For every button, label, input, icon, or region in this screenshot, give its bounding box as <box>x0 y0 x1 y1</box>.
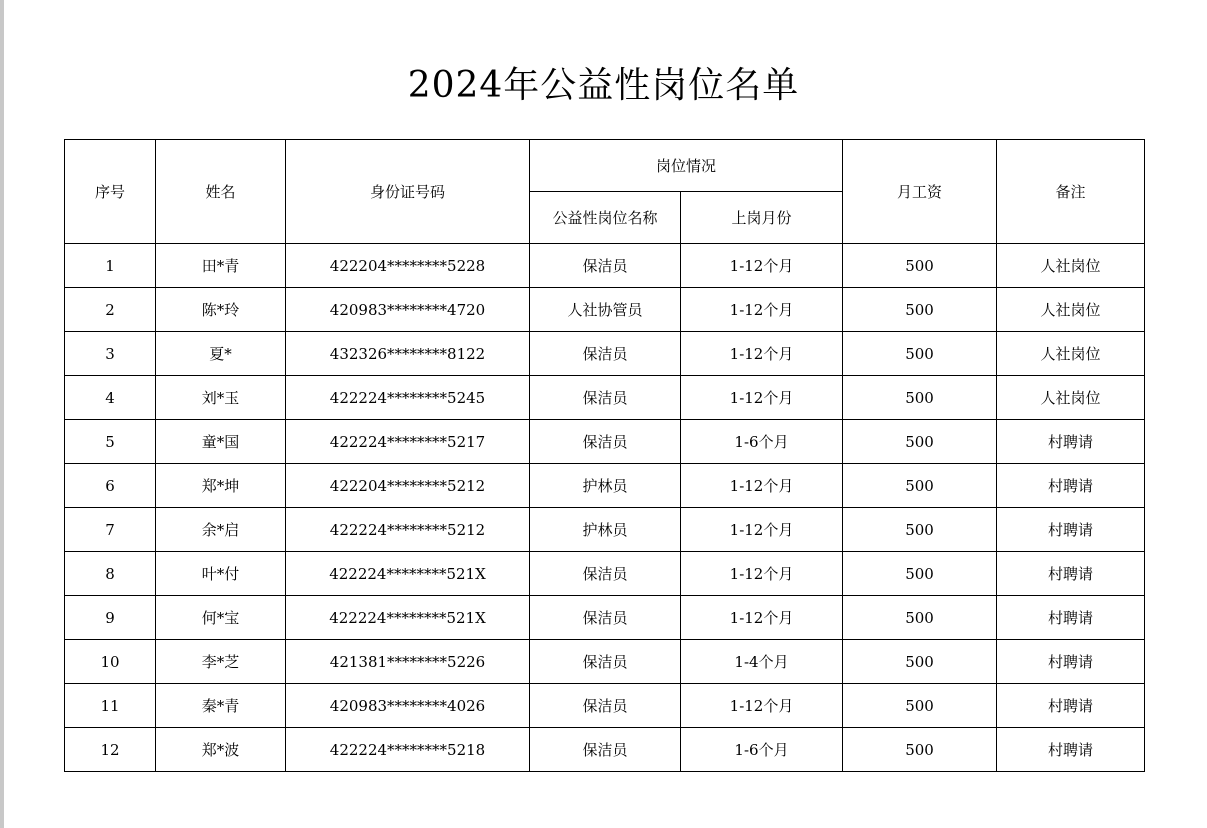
cell-remark: 村聘请 <box>997 420 1145 464</box>
cell-id-number: 422224********521X <box>286 552 530 596</box>
cell-name: 童*国 <box>156 420 286 464</box>
cell-salary: 500 <box>843 244 997 288</box>
window-left-edge <box>0 0 4 828</box>
cell-months: 1-12个月 <box>681 244 843 288</box>
cell-salary: 500 <box>843 420 997 464</box>
cell-id-number: 422204********5212 <box>286 464 530 508</box>
cell-post-name: 保洁员 <box>530 420 681 464</box>
cell-remark: 人社岗位 <box>997 332 1145 376</box>
cell-months: 1-6个月 <box>681 728 843 772</box>
cell-seq: 2 <box>65 288 156 332</box>
cell-months: 1-12个月 <box>681 376 843 420</box>
table-row <box>65 508 1145 552</box>
cell-id-number: 422224********5217 <box>286 420 530 464</box>
cell-seq: 11 <box>65 684 156 728</box>
cell-name: 郑*坤 <box>156 464 286 508</box>
cell-seq: 8 <box>65 552 156 596</box>
cell-name: 刘*玉 <box>156 376 286 420</box>
cell-salary: 500 <box>843 376 997 420</box>
cell-name: 田*青 <box>156 244 286 288</box>
cell-id-number: 422204********5228 <box>286 244 530 288</box>
cell-salary: 500 <box>843 464 997 508</box>
table-row <box>65 640 1145 684</box>
cell-seq: 12 <box>65 728 156 772</box>
cell-name: 李*芝 <box>156 640 286 684</box>
cell-months: 1-4个月 <box>681 640 843 684</box>
table-row <box>65 728 1145 772</box>
cell-id-number: 422224********5212 <box>286 508 530 552</box>
cell-post-name: 保洁员 <box>530 332 681 376</box>
cell-name: 余*启 <box>156 508 286 552</box>
cell-post-name: 保洁员 <box>530 640 681 684</box>
table-row <box>65 552 1145 596</box>
cell-seq: 5 <box>65 420 156 464</box>
header-name: 姓名 <box>156 140 286 244</box>
cell-id-number: 420983********4026 <box>286 684 530 728</box>
document-title: 2024年公益性岗位名单 <box>407 65 800 106</box>
cell-name: 陈*玲 <box>156 288 286 332</box>
cell-salary: 500 <box>843 288 997 332</box>
cell-remark: 村聘请 <box>997 508 1145 552</box>
cell-post-name: 保洁员 <box>530 596 681 640</box>
header-remark: 备注 <box>997 140 1145 244</box>
cell-remark: 村聘请 <box>997 596 1145 640</box>
cell-months: 1-12个月 <box>681 464 843 508</box>
cell-months: 1-12个月 <box>681 596 843 640</box>
cell-name: 叶*付 <box>156 552 286 596</box>
cell-post-name: 保洁员 <box>530 552 681 596</box>
cell-salary: 500 <box>843 508 997 552</box>
roster-table <box>64 139 1145 772</box>
cell-name: 秦*青 <box>156 684 286 728</box>
cell-months: 1-12个月 <box>681 684 843 728</box>
table-row <box>65 244 1145 288</box>
cell-salary: 500 <box>843 332 997 376</box>
cell-salary: 500 <box>843 684 997 728</box>
cell-name: 郑*波 <box>156 728 286 772</box>
cell-id-number: 422224********5245 <box>286 376 530 420</box>
cell-salary: 500 <box>843 596 997 640</box>
cell-seq: 7 <box>65 508 156 552</box>
table-row <box>65 596 1145 640</box>
cell-salary: 500 <box>843 640 997 684</box>
table-body <box>65 244 1145 772</box>
cell-id-number: 422224********5218 <box>286 728 530 772</box>
cell-id-number: 420983********4720 <box>286 288 530 332</box>
table-row <box>65 376 1145 420</box>
cell-post-name: 保洁员 <box>530 684 681 728</box>
cell-months: 1-12个月 <box>681 332 843 376</box>
cell-post-name: 人社协管员 <box>530 288 681 332</box>
table-row <box>65 288 1145 332</box>
cell-seq: 9 <box>65 596 156 640</box>
cell-remark: 村聘请 <box>997 640 1145 684</box>
cell-name: 夏* <box>156 332 286 376</box>
cell-seq: 10 <box>65 640 156 684</box>
header-seq: 序号 <box>65 140 156 244</box>
cell-id-number: 432326********8122 <box>286 332 530 376</box>
cell-months: 1-12个月 <box>681 288 843 332</box>
cell-seq: 6 <box>65 464 156 508</box>
cell-post-name: 护林员 <box>530 464 681 508</box>
cell-post-name: 保洁员 <box>530 376 681 420</box>
cell-post-name: 保洁员 <box>530 728 681 772</box>
cell-remark: 人社岗位 <box>997 244 1145 288</box>
table-row <box>65 684 1145 728</box>
header-months: 上岗月份 <box>681 192 843 244</box>
cell-id-number: 422224********521X <box>286 596 530 640</box>
header-id-number: 身份证号码 <box>286 140 530 244</box>
table-row <box>65 464 1145 508</box>
cell-name: 何*宝 <box>156 596 286 640</box>
cell-post-name: 护林员 <box>530 508 681 552</box>
cell-seq: 4 <box>65 376 156 420</box>
cell-months: 1-6个月 <box>681 420 843 464</box>
header-post-group: 岗位情况 <box>530 140 843 192</box>
table-row <box>65 332 1145 376</box>
header-salary: 月工资 <box>843 140 997 244</box>
cell-remark: 人社岗位 <box>997 288 1145 332</box>
cell-id-number: 421381********5226 <box>286 640 530 684</box>
cell-remark: 村聘请 <box>997 552 1145 596</box>
cell-salary: 500 <box>843 552 997 596</box>
cell-remark: 村聘请 <box>997 728 1145 772</box>
cell-remark: 村聘请 <box>997 464 1145 508</box>
cell-seq: 3 <box>65 332 156 376</box>
cell-salary: 500 <box>843 728 997 772</box>
cell-months: 1-12个月 <box>681 508 843 552</box>
cell-remark: 村聘请 <box>997 684 1145 728</box>
cell-seq: 1 <box>65 244 156 288</box>
table-header <box>65 140 1145 244</box>
header-post-name: 公益性岗位名称 <box>530 192 681 244</box>
table-row <box>65 420 1145 464</box>
cell-post-name: 保洁员 <box>530 244 681 288</box>
cell-months: 1-12个月 <box>681 552 843 596</box>
cell-remark: 人社岗位 <box>997 376 1145 420</box>
